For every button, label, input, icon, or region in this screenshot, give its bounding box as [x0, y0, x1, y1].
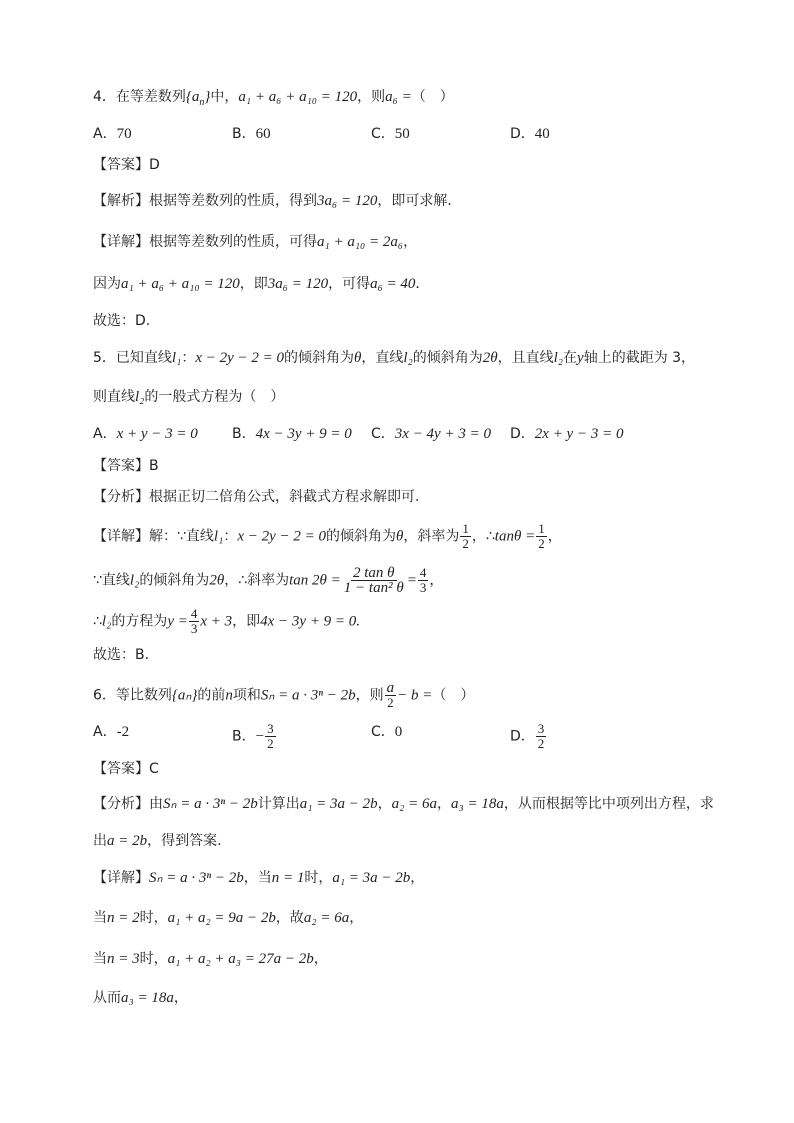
q5-four-thirds: $\frac{4}{3}$ [419, 565, 427, 595]
q5-stem-line2: 则直线l₂的一般式方程为（ ） [93, 389, 285, 405]
q6-option-d: D． $\frac{3}{2}$ [510, 721, 545, 751]
q5-option-d: D．2x + y − 3 = 0 [510, 426, 624, 442]
q5-option-c: C．3x − 4y + 3 = 0 [371, 426, 491, 442]
q4-option-b: B．60 [232, 126, 271, 142]
q5-option-b: B．4x − 3y + 9 = 0 [232, 426, 352, 442]
q4-ask: a₆ = [385, 89, 412, 105]
q6-stem: 6．等比数列{aₙ}的前n项和Sₙ = a · 3ⁿ − 2b，则 $\frac{a}{2}$ − b =（ ） [93, 680, 475, 710]
q4-answer: 【答案】D [93, 157, 160, 173]
q6-option-b: B．− $\frac{3}{2}$ [232, 721, 274, 751]
q4-choose: 故选：D. [93, 313, 151, 329]
q5-half-fraction-2: $\frac{1}{2}$ [538, 521, 545, 551]
q4-stem-prefix: 4．在等差数列 [93, 89, 186, 105]
q4-equation: a₁ + a₆ + a₁₀ = 120 [238, 89, 358, 105]
q5-answer: 【答案】B [93, 458, 159, 474]
q5-analysis: 【分析】根据正切二倍角公式，斜截式方程求解即可. [93, 489, 420, 505]
q4-paren: （ ） [411, 89, 454, 105]
q4-stem: 4．在等差数列$\{a_n\}$中，a₁ + a₆ + a₁₀ = 120，则a₆ =（ ） [93, 89, 454, 108]
q4-stem-mid: 中， [210, 89, 239, 105]
q4-seq: $\{a_n\}$ [185, 89, 211, 108]
q5-l2-line: ∵直线l₂的倾斜角为2θ，∴斜率为tan 2θ = $\frac{\text{2 tan θ}}{\text{1 − tan² θ}}$ = $\frac{4}{3}$ ， [93, 565, 444, 596]
q6-analysis-line2: 出a = 2b，得到答案. [93, 833, 222, 849]
q6-detail: 【详解】Sₙ = a · 3ⁿ − 2b，当n = 1时，a₁ = 3a − 2b， [93, 870, 425, 886]
q6-analysis: 【分析】由Sₙ = a · 3ⁿ − 2b计算出a₁ = 3a − 2b，a₂ = 6a，a₃ = 18a，从而根据等比中项列出方程，求 [93, 796, 714, 812]
q6-option-a: A．-2 [93, 724, 130, 740]
q6-thus-line: 从而a₃ = 18a， [93, 990, 188, 1006]
q4-analysis: 【解析】根据等差数列的性质，得到3a₆ = 120，即可求解． [93, 193, 462, 209]
q4-option-c: C．50 [371, 126, 410, 142]
q4-option-a: A．70 [93, 126, 132, 142]
q5-half-fraction: $\frac{1}{2}$ [462, 521, 469, 551]
q6-n2-line: 当n = 2时，a₁ + a₂ = 9a − 2b，故a₂ = 6a， [93, 910, 364, 926]
q5-eq-line: ∴l₂的方程为y = $\frac{4}{3}$ x + 3，即4x − 3y + 9 = 0. [93, 606, 361, 636]
q5-detail: 【详解】解：∵直线l₁：x − 2y − 2 = 0的倾斜角为θ，斜率为 $\frac{1}{2}$ ，∴tanθ = $\frac{1}{2}$ ， [93, 521, 562, 551]
q5-option-a: A．x + y − 3 = 0 [93, 426, 198, 442]
q5-choose: 故选：B． [93, 647, 159, 663]
q6-a-over-2: $\frac{a}{2}$ [386, 680, 395, 710]
q4-detail: 【详解】根据等差数列的性质，可得a₁ + a₁₀ = 2a₆， [93, 234, 418, 250]
q4-because: 因为a₁ + a₆ + a₁₀ = 120，即3a₆ = 120，可得a₆ = 40． [93, 276, 430, 292]
q5-stem: 5．已知直线l₁：x − 2y − 2 = 0的倾斜角为θ，直线l₂的倾斜角为2θ，且直线l₂在y轴上的截距为 3， [93, 350, 696, 366]
q4-option-d: D．40 [510, 126, 550, 142]
q5-four-thirds-2: $\frac{4}{3}$ [190, 606, 198, 636]
q6-option-c: C．0 [371, 724, 403, 740]
q6-answer: 【答案】C [93, 761, 159, 777]
q5-tan2-fraction: $\frac{\text{2 tan θ}}{\text{1 − tan² θ}}$ [343, 565, 404, 596]
q6-n3-line: 当n = 3时，a₁ + a₂ + a₃ = 27a − 2b， [93, 951, 328, 967]
